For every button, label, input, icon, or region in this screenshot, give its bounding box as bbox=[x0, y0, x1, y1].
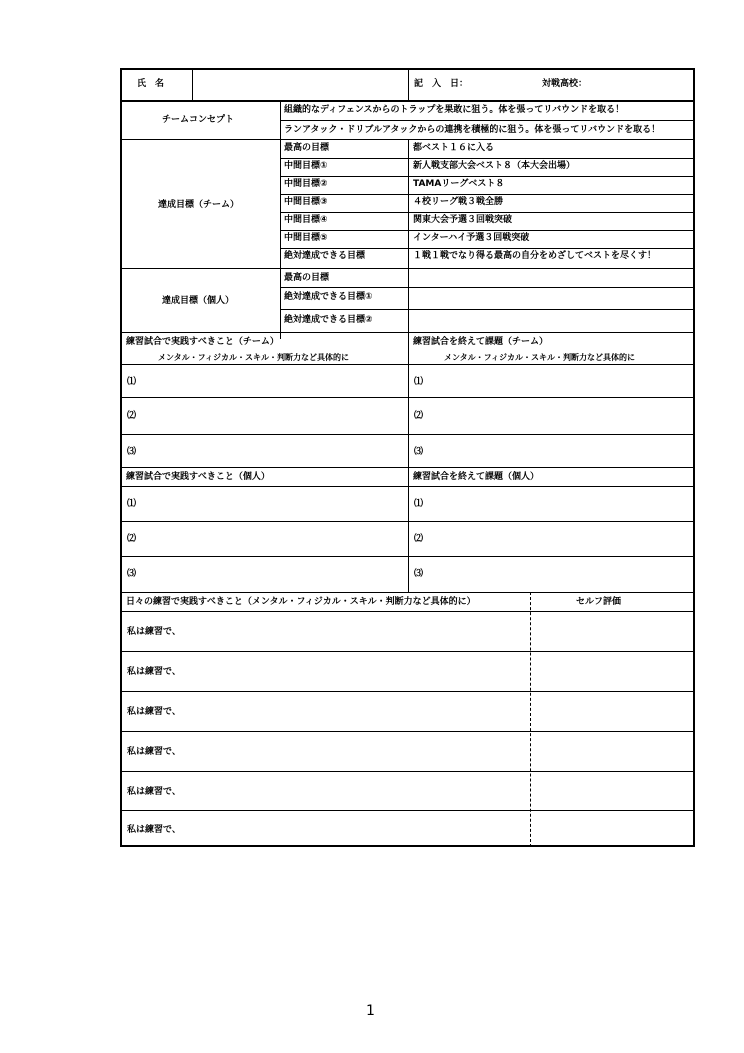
team-goals-label: 達成目標（チーム） bbox=[158, 200, 240, 210]
divider bbox=[280, 194, 695, 195]
divider bbox=[280, 309, 695, 310]
practice-team-left-item: ⑴ bbox=[127, 377, 137, 387]
daily-title: 日々の練習で実践すべきこと（メンタル・フィジカル・スキル・判断力など具体的に） bbox=[126, 597, 476, 607]
divider bbox=[122, 486, 695, 487]
individual-goals-label: 達成目標（個人） bbox=[162, 296, 235, 306]
daily-row-label: 私は練習で、 bbox=[127, 707, 181, 717]
team-goal-item: 最高の目標 bbox=[284, 143, 330, 153]
self-eval-field[interactable] bbox=[532, 653, 693, 689]
divider bbox=[122, 556, 695, 557]
self-eval-field[interactable] bbox=[532, 613, 693, 649]
divider bbox=[122, 592, 695, 593]
practice-team-left-title: 練習試合で実践すべきこと（チーム） bbox=[126, 337, 279, 347]
practice-team-left-item: ⑶ bbox=[127, 447, 137, 457]
concept-line-2: ランアタック・ドリブルアタックからの連携を積極的に狙う。体を張ってリバウンドを取る！ bbox=[284, 125, 661, 135]
self-eval-field[interactable] bbox=[532, 773, 693, 809]
divider bbox=[122, 771, 695, 772]
opponent-field[interactable] bbox=[597, 72, 692, 98]
team-goal-value: インターハイ予選３回戦突破 bbox=[413, 233, 530, 243]
practice-team-right-title: 練習試合を終えて課題（チーム） bbox=[413, 337, 549, 347]
divider bbox=[408, 70, 409, 100]
individual-goal-item: 絶対達成できる目標② bbox=[284, 315, 373, 325]
divider bbox=[280, 230, 695, 231]
practice-individual-left-item: ⑴ bbox=[127, 499, 137, 509]
divider bbox=[280, 176, 695, 177]
team-goal-value: １戦１戦でなり得る最高の自分をめざしてベストを尽くす！ bbox=[413, 251, 657, 261]
team-goal-item: 中間目標⑤ bbox=[284, 233, 328, 243]
team-goal-item: 中間目標③ bbox=[284, 197, 328, 207]
divider bbox=[122, 731, 695, 732]
daily-row-label: 私は練習で、 bbox=[127, 747, 181, 757]
divider bbox=[122, 100, 695, 102]
name-label: 氏 名 bbox=[137, 79, 165, 89]
divider bbox=[122, 521, 695, 522]
divider bbox=[280, 158, 695, 159]
practice-individual-left-item: ⑵ bbox=[127, 534, 137, 544]
team-goal-value: ４校リーグ戦３戦全勝 bbox=[413, 197, 504, 207]
divider bbox=[530, 592, 531, 847]
page-number: 1 bbox=[366, 1003, 375, 1019]
daily-row-label: 私は練習で、 bbox=[127, 667, 181, 677]
form-sheet bbox=[120, 68, 695, 847]
divider bbox=[122, 397, 695, 398]
practice-team-left-sub: メンタル・フィジカル・スキル・判断力など具体的に bbox=[158, 353, 349, 362]
practice-individual-left-title: 練習試合で実践すべきこと（個人） bbox=[126, 472, 270, 482]
daily-row-label: 私は練習で、 bbox=[127, 825, 181, 835]
individual-goal-field[interactable] bbox=[410, 289, 693, 307]
divider bbox=[280, 212, 695, 213]
team-goal-value: 都ベスト１６に入る bbox=[413, 143, 495, 153]
divider bbox=[408, 332, 409, 592]
practice-individual-right-title: 練習試合を終えて課題（個人） bbox=[413, 472, 540, 482]
divider bbox=[122, 467, 695, 468]
team-goal-value: TAMAリーグベスト８ bbox=[413, 179, 505, 189]
name-field[interactable] bbox=[194, 72, 406, 98]
practice-team-right-item: ⑴ bbox=[414, 377, 424, 387]
opponent-label: 対戦高校： bbox=[542, 79, 588, 89]
divider bbox=[192, 70, 193, 100]
divider bbox=[122, 651, 695, 652]
practice-individual-right-item: ⑵ bbox=[414, 534, 424, 544]
practice-team-right-sub: メンタル・フィジカル・スキル・判断力など具体的に bbox=[444, 353, 635, 362]
concept-label: チームコンセプト bbox=[162, 115, 235, 125]
divider bbox=[122, 364, 695, 365]
daily-row-label: 私は練習で、 bbox=[127, 787, 181, 797]
self-eval-label: セルフ評価 bbox=[576, 597, 622, 607]
divider bbox=[280, 287, 695, 288]
individual-goal-field[interactable] bbox=[410, 311, 693, 337]
individual-goal-field[interactable] bbox=[410, 270, 693, 286]
divider bbox=[122, 691, 695, 692]
team-goal-item: 中間目標② bbox=[284, 179, 328, 189]
team-goal-value: 関東大会予選３回戦突破 bbox=[413, 215, 513, 225]
practice-individual-left-item: ⑶ bbox=[127, 569, 137, 579]
date-field[interactable] bbox=[472, 72, 540, 98]
date-label: 記 入 日： bbox=[414, 79, 469, 89]
team-goal-item: 中間目標① bbox=[284, 161, 328, 171]
practice-individual-right-item: ⑶ bbox=[414, 569, 424, 579]
practice-individual-right-item: ⑴ bbox=[414, 499, 424, 509]
divider bbox=[122, 434, 695, 435]
divider bbox=[122, 268, 695, 269]
daily-row-label: 私は練習で、 bbox=[127, 627, 181, 637]
practice-team-right-item: ⑵ bbox=[414, 411, 424, 421]
self-eval-field[interactable] bbox=[532, 693, 693, 729]
divider bbox=[280, 101, 281, 339]
team-goal-item: 絶対達成できる目標 bbox=[284, 251, 366, 261]
self-eval-field[interactable] bbox=[532, 733, 693, 769]
team-goal-value: 新人戦支部大会ベスト８（本大会出場） bbox=[413, 161, 576, 171]
divider bbox=[122, 611, 695, 612]
practice-team-left-item: ⑵ bbox=[127, 411, 137, 421]
divider bbox=[122, 810, 695, 811]
individual-goal-item: 最高の目標 bbox=[284, 273, 330, 283]
practice-team-right-item: ⑶ bbox=[414, 447, 424, 457]
concept-line-1: 組織的なディフェンスからのトラップを果敢に狙う。体を張ってリバウンドを取る！ bbox=[284, 105, 625, 115]
individual-goal-item: 絶対達成できる目標① bbox=[284, 292, 373, 302]
divider bbox=[280, 120, 695, 121]
self-eval-field[interactable] bbox=[532, 812, 693, 845]
team-goal-item: 中間目標④ bbox=[284, 215, 328, 225]
divider bbox=[280, 248, 695, 249]
